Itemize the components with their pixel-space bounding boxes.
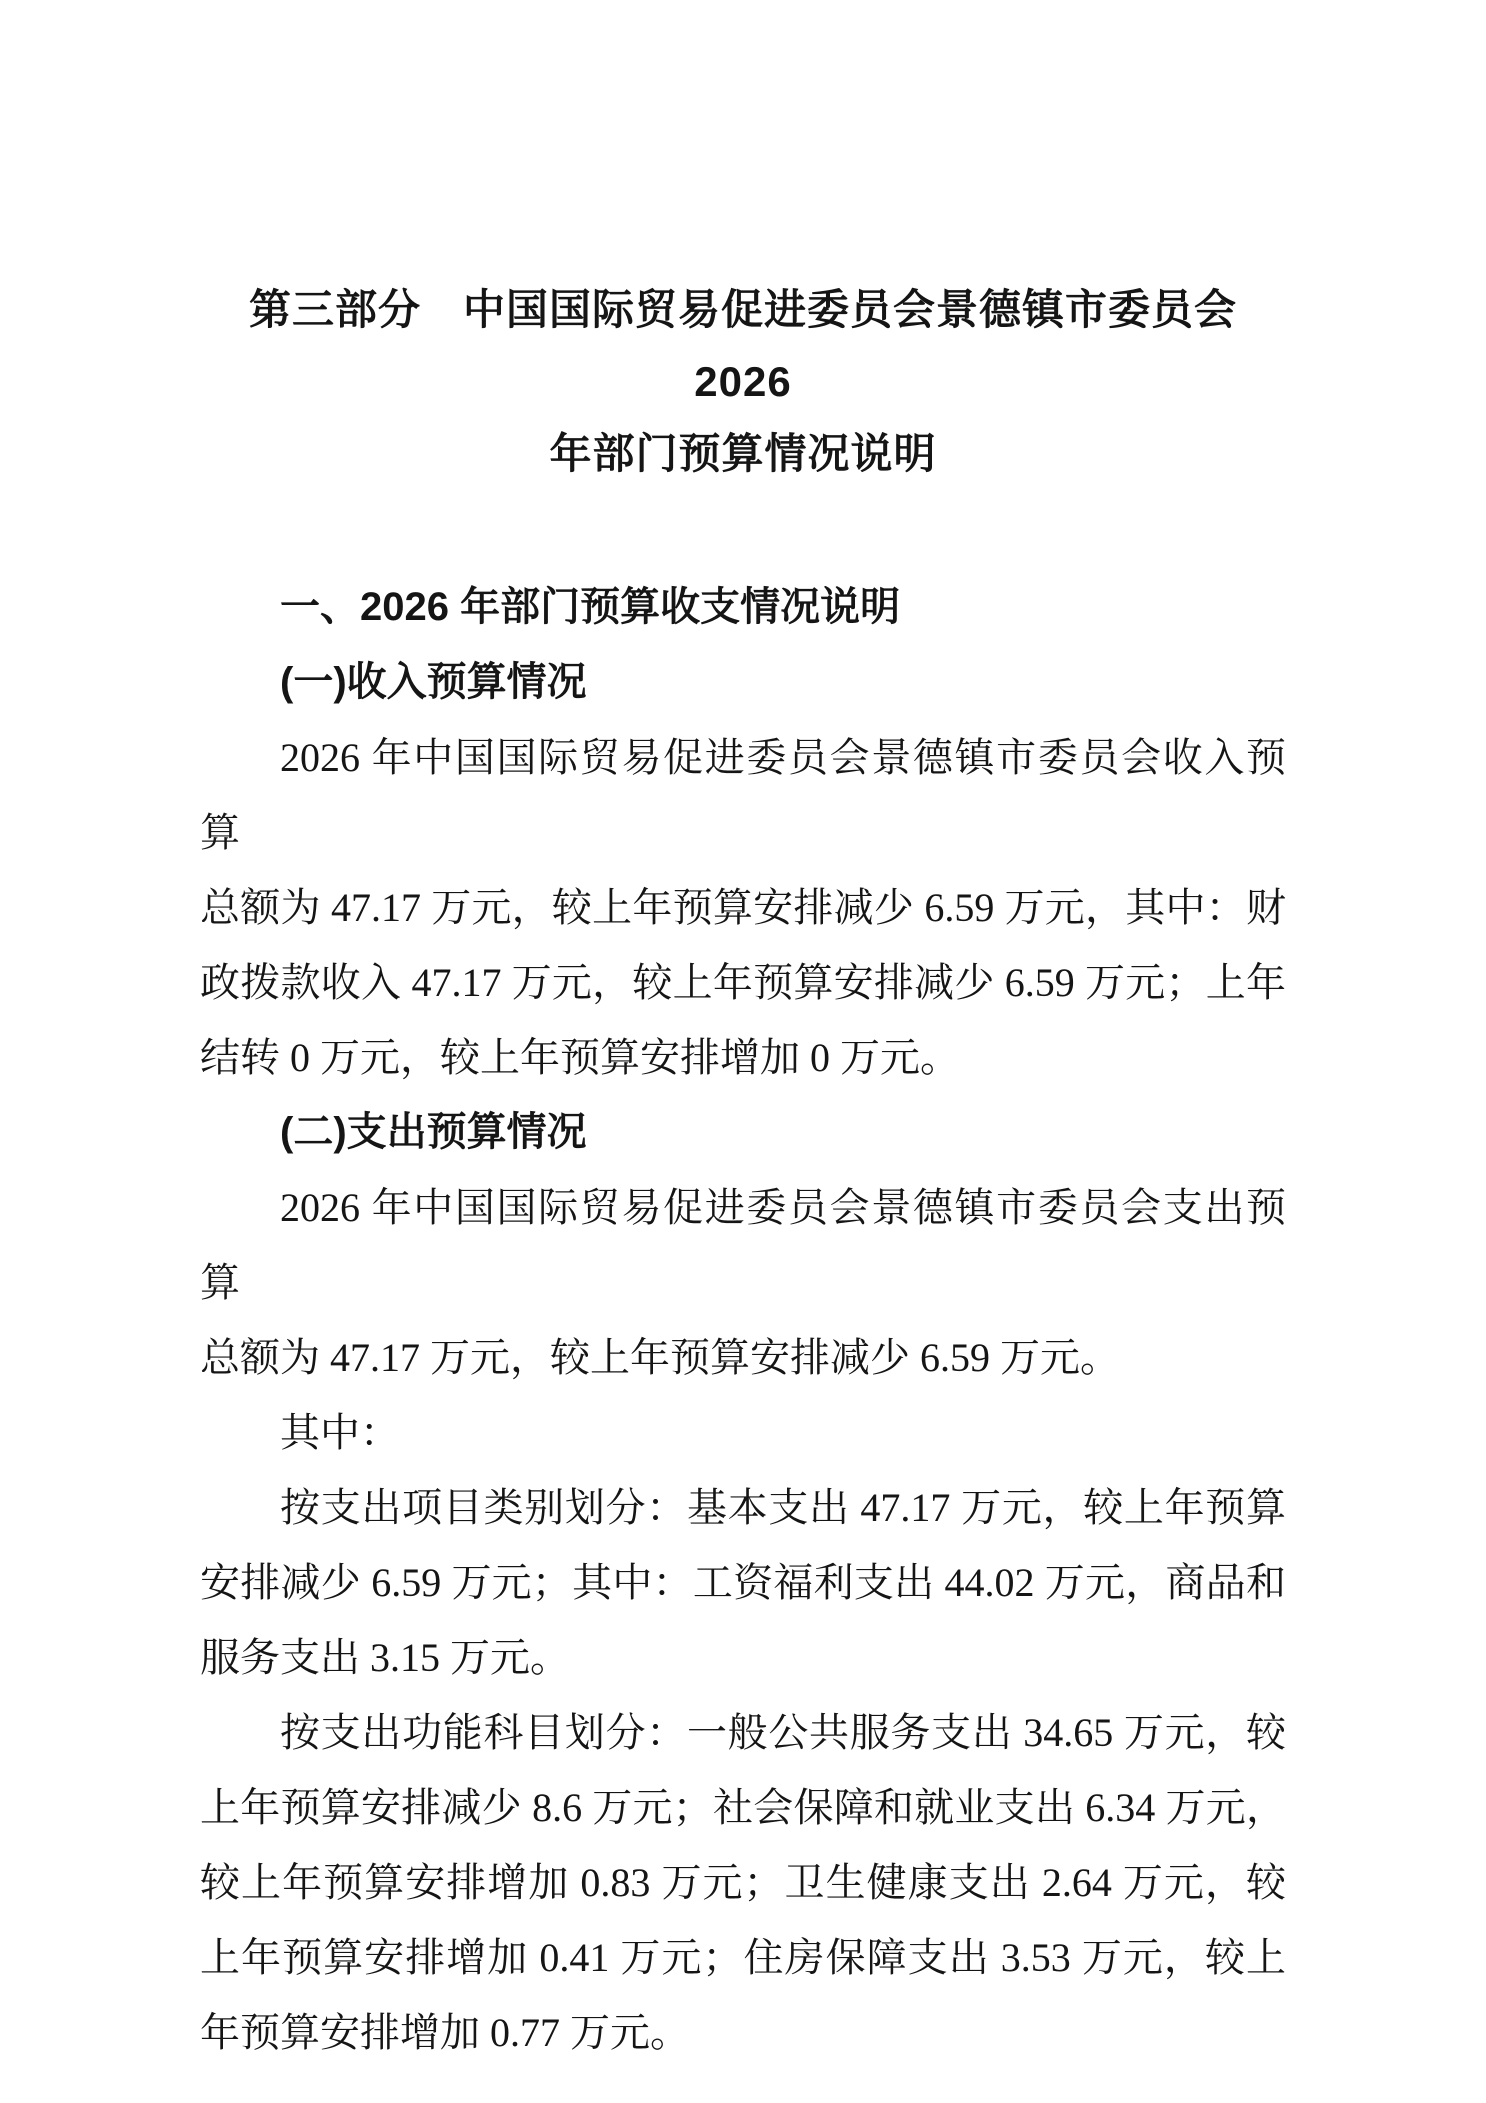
text-line: 总额为 47.17 万元，较上年预算安排减少 6.59 万元，其中：财 [200,885,1286,930]
text-line: 2026 年中国国际贸易促进委员会景德镇市委员会收入预算 [200,735,1286,855]
paragraph-expense-by-category [200,1470,1286,1695]
text-line: 上年预算安排减少 8.6 万元；社会保障和就业支出 6.34 万元， [200,1785,1286,1830]
text-line: 上年预算安排增加 0.41 万元；住房保障支出 3.53 万元，较上 [200,1935,1286,1980]
title-part-number: 第三部分 [248,286,421,333]
document-content [200,0,1286,2070]
paragraph-expense-summary [200,1170,1286,1395]
heading-expense-budget: (二)支出预算情况 [280,1110,587,1154]
document-title-line1 [200,274,1286,418]
paragraph-income-budget [200,720,1286,1095]
text-line: 服务支出 3.15 万元。 [200,1635,570,1680]
heading-budget-overview: 一、2026 年部门预算收支情况说明 [280,585,901,629]
text-line: 政拨款收入 47.17 万元，较上年预算安排减少 6.59 万元；上年 [200,960,1286,1005]
text-line: 安排减少 6.59 万元；其中：工资福利支出 44.02 万元，商品和 [200,1560,1286,1605]
text-line: 年预算安排增加 0.77 万元。 [200,2010,690,2055]
paragraph-among-label: 其中： [280,1410,400,1455]
text-line: 2026 年中国国际贸易促进委员会景德镇市委员会支出预算 [200,1185,1286,1305]
title-part-unit-year: 中国国际贸易促进委员会景德镇市委员会 2026 [463,286,1238,405]
document-title-line2: 年部门预算情况说明 [549,430,937,477]
text-line: 按支出项目类别划分：基本支出 47.17 万元，较上年预算 [280,1485,1286,1530]
text-line: 总额为 47.17 万元，较上年预算安排减少 6.59 万元。 [200,1335,1120,1380]
text-line: 结转 0 万元，较上年预算安排增加 0 万元。 [200,1035,960,1080]
text-line: 较上年预算安排增加 0.83 万元；卫生健康支出 2.64 万元，较 [200,1860,1286,1905]
document-title [200,274,1286,490]
heading-income-budget: (一)收入预算情况 [280,660,587,704]
paragraph-expense-by-function [200,1695,1286,2070]
text-line: 按支出功能科目划分：一般公共服务支出 34.65 万元，较 [280,1710,1286,1755]
